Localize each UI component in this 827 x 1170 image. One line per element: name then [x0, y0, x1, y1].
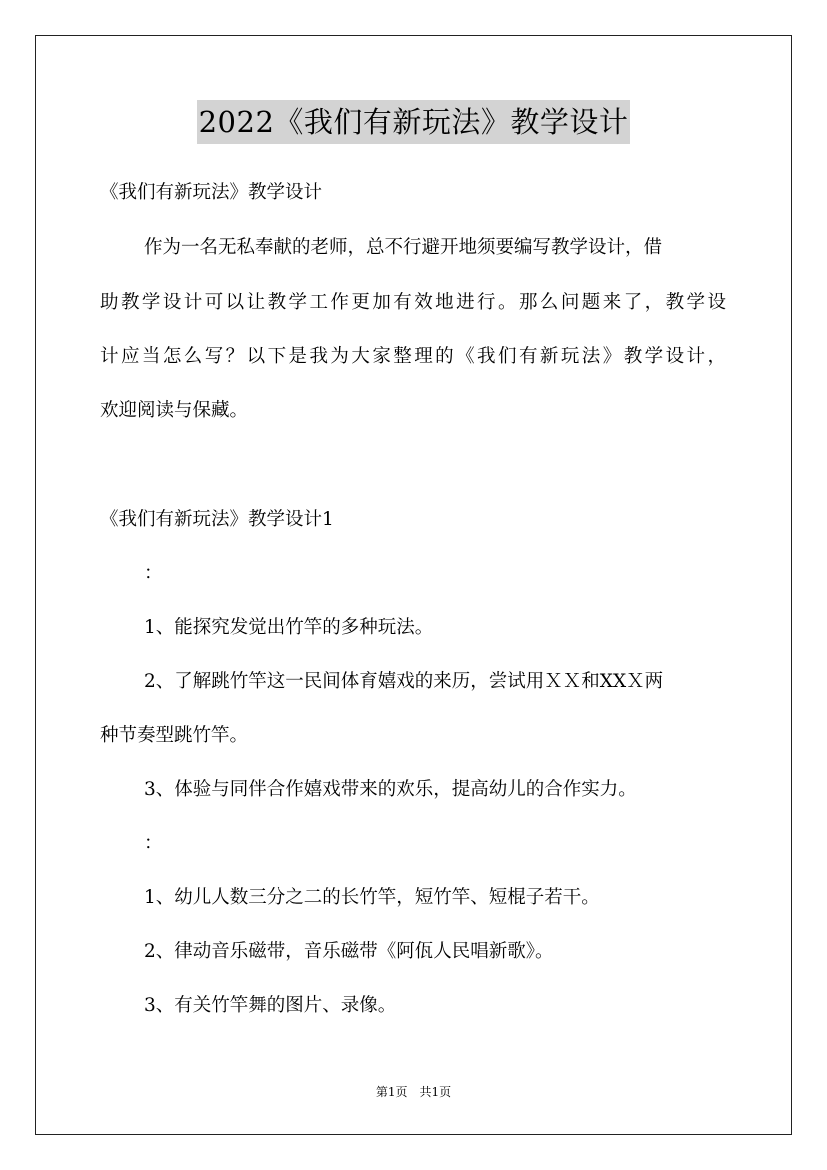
intro-line-4: 欢迎阅读与保藏。	[100, 400, 249, 421]
goals-marker: ：	[144, 563, 163, 584]
page-footer	[0, 1084, 827, 1100]
prep-item-2: 2、律动音乐磁带，音乐磁带《阿佤人民唱新歌》。	[144, 941, 554, 962]
prep-item-3: 3、有关竹竿舞的图片、录像。	[144, 995, 397, 1016]
intro-line-3: 计应当怎么写？以下是我为大家整理的《我们有新玩法》教学设计，	[100, 346, 726, 367]
document-title: 2022《我们有新玩法》教学设计	[197, 100, 631, 144]
goal-item-2-line-2: 种节奏型跳竹竿。	[100, 725, 249, 746]
goal-item-2-line-1: 2、了解跳竹竿这一民间体育嬉戏的来历，尝试用ＸＸ和XXＸ两	[144, 671, 664, 692]
intro-line-2: 助教学设计可以让教学工作更加有效地进行。那么问题来了，教学设	[100, 292, 726, 313]
page-number: 第1页 共1页	[375, 1085, 452, 1099]
goal-item-3: 3、体验与同伴合作嬉戏带来的欢乐，提高幼儿的合作实力。	[144, 779, 637, 800]
intro-line-1: 作为一名无私奉献的老师，总不行避开地须要编写教学设计，借	[144, 237, 663, 258]
goal-item-1: 1、能探究发觉出竹竿的多种玩法。	[144, 617, 434, 638]
document-subtitle: 《我们有新玩法》教学设计	[100, 182, 323, 203]
section-heading: 《我们有新玩法》教学设计1	[100, 509, 334, 530]
document-title-wrap	[0, 100, 827, 144]
prep-item-1: 1、幼儿人数三分之二的长竹竿，短竹竿、短棍子若干。	[144, 887, 600, 908]
prep-marker: ：	[144, 833, 163, 854]
